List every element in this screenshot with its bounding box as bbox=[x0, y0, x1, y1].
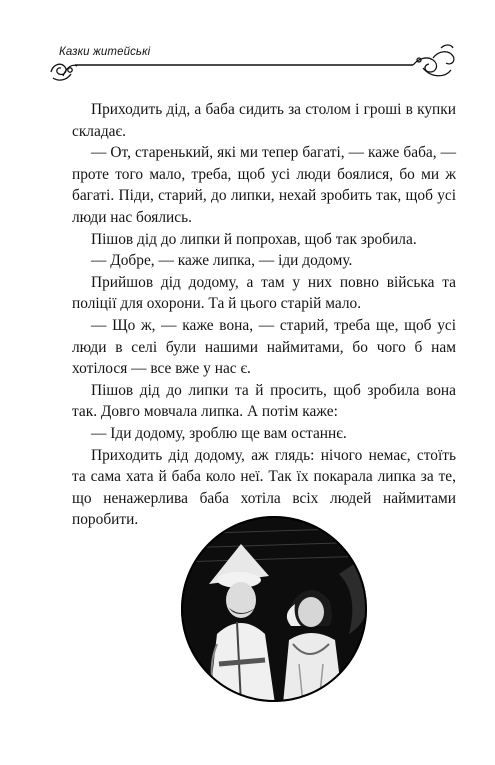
paragraph: Приходить дід додому, аж глядь: нічого немає, стоїть та сама хата й баба коло неї. Так їх покарала липка за те, що ненажерлива баба хотіла всіх людей наймитами поробити. bbox=[72, 446, 456, 529]
running-title: Казки житейські bbox=[59, 46, 151, 58]
paragraph: — От, старенький, які ми тепер багаті, — каже баба, — проте того мало, треба, щоб усі люди боялися, бо ми ж багаті. Піди, старий, до липки, нехай зробить так, щоб усі люди нас боялись. bbox=[72, 144, 456, 226]
paragraph: — Добре, — каже липка, — іди додому. bbox=[91, 252, 353, 270]
paragraph: — Що ж, — каже вона, — старий, треба ще, щоб усі люди в селі були нашими наймитами, бо чого б нам хотілося — все вже у нас є. bbox=[72, 316, 456, 378]
paragraph: — Іди додому, зроблю ще вам останнє. bbox=[91, 424, 347, 442]
page-header bbox=[47, 38, 457, 90]
paragraph: Прийшов дід додому, а там у них повно війська та поліції для охорони. Та й цього старій мало. bbox=[72, 273, 456, 313]
paragraph: Пішов дід до липки та й просить, щоб зробила вона так. Довго мовчала липка. А потім каже: bbox=[72, 381, 456, 421]
story-illustration bbox=[179, 514, 369, 709]
paragraph: Пішов дід до липки й попрохав, щоб так зробила. bbox=[91, 230, 417, 248]
paragraph: Приходить дід, а баба сидить за столом і гроші в купки складає. bbox=[72, 101, 456, 140]
circular-illustration-icon bbox=[179, 514, 369, 704]
story-text bbox=[72, 99, 456, 531]
